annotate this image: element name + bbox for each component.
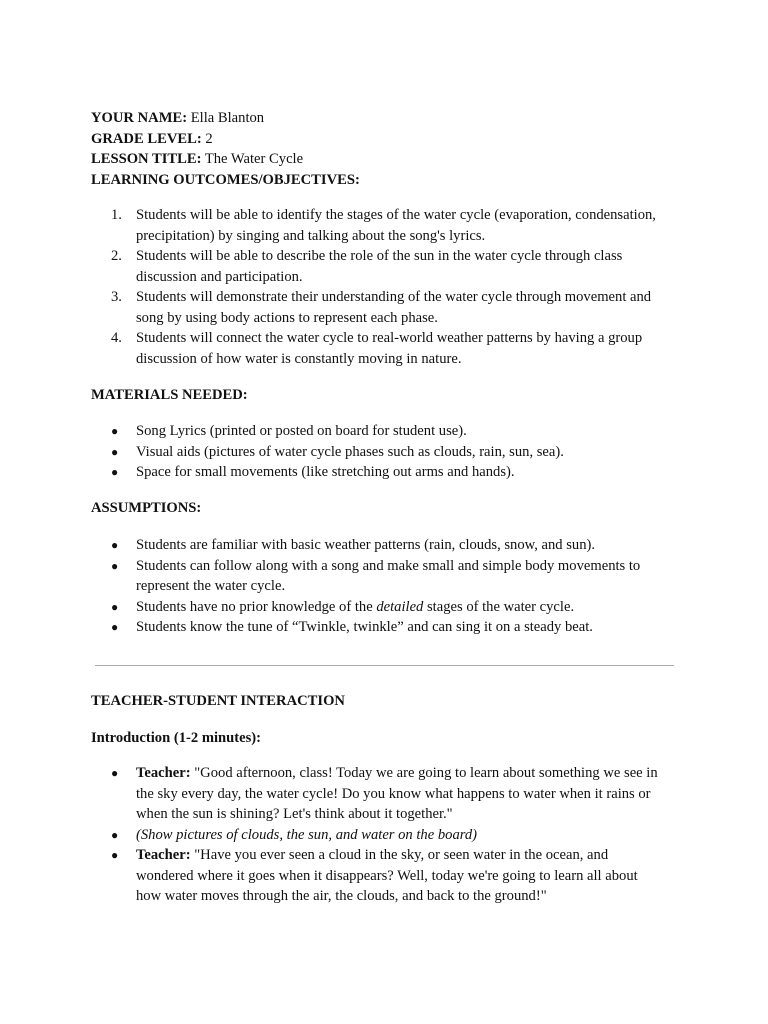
list-item xyxy=(91,287,681,328)
grade-row xyxy=(91,129,681,150)
item-number: 1. xyxy=(111,207,122,223)
item-text: song by using body actions to represent each phase. xyxy=(136,309,438,326)
item-text: Students can follow along with a song and make small and simple body movements to xyxy=(136,557,641,574)
item-text: Students know the tune of “Twinkle, twinkle” and can sing it on a steady beat. xyxy=(136,619,593,635)
list-item xyxy=(91,462,681,483)
objectives-list xyxy=(91,205,681,369)
text-segment: Students have no prior knowledge of the xyxy=(136,598,377,615)
item-number: 4. xyxy=(111,330,122,346)
item-text: Students will be able to describe the role of the sun in the water cycle through class xyxy=(136,248,623,264)
speaker-label: Teacher: xyxy=(136,847,191,863)
bullet-icon: ● xyxy=(111,620,119,634)
stage-direction: (Show pictures of clouds, the sun, and water on the board) xyxy=(136,826,478,843)
list-item xyxy=(91,597,681,618)
title-value: The Water Cycle xyxy=(204,151,304,167)
item-text: Students are familiar with basic weather patterns (rain, clouds, snow, and sun). xyxy=(136,537,596,553)
bullet-icon: ● xyxy=(111,424,119,438)
item-text: discussion and participation. xyxy=(136,268,303,285)
grade-label: GRADE LEVEL: xyxy=(91,130,202,147)
item-text: the sky every day, the water cycle! Do you know what happens to water when it rains or xyxy=(136,785,651,802)
item-text: Students will demonstrate their understanding of the water cycle through movement and xyxy=(136,289,652,305)
list-item xyxy=(91,825,681,846)
name-value: Ella Blanton xyxy=(190,110,265,126)
list-item xyxy=(91,763,681,825)
list-item xyxy=(91,845,681,907)
bullet-icon: ● xyxy=(111,538,119,552)
text-segment: stages of the water cycle. xyxy=(423,598,575,615)
item-text: how water moves through the air, the clouds, and back to the ground!" xyxy=(136,888,547,904)
item-text: Space for small movements (like stretching out arms and hands). xyxy=(136,464,515,480)
name-label: YOUR NAME: xyxy=(91,110,188,126)
list-item xyxy=(91,205,681,246)
item-text: Visual aids (pictures of water cycle phases such as clouds, rain, sun, sea). xyxy=(136,443,564,460)
list-item xyxy=(91,556,681,597)
materials-list xyxy=(91,421,681,483)
item-text: Students will connect the water cycle to real-world weather patterns by having a group xyxy=(136,330,643,346)
list-item xyxy=(91,246,681,287)
intro-heading: Introduction (1-2 minutes): xyxy=(91,730,261,746)
bullet-icon: ● xyxy=(111,558,119,573)
header-fields xyxy=(91,108,681,190)
bullet-icon: ● xyxy=(111,827,119,842)
item-text: Students will be able to identify the stages of the water cycle (evaporation, condensation, xyxy=(136,207,656,223)
grade-value: 2 xyxy=(205,130,213,147)
materials-heading: MATERIALS NEEDED: xyxy=(91,387,248,403)
item-number: 2. xyxy=(111,248,122,264)
bullet-icon: ● xyxy=(111,848,119,862)
title-label: LESSON TITLE: xyxy=(91,151,202,167)
item-text: Song Lyrics (printed or posted on board for student use). xyxy=(136,423,467,439)
name-row xyxy=(91,108,681,129)
item-text xyxy=(136,763,681,784)
section-divider xyxy=(95,665,674,666)
item-text: when the sun is shining? Let's think about it together." xyxy=(136,806,453,822)
item-text: precipitation) by singing and talking about the song's lyrics. xyxy=(136,227,486,244)
emphasis-text: detailed xyxy=(376,598,424,615)
bullet-icon: ● xyxy=(111,766,119,780)
list-item xyxy=(91,442,681,463)
item-text xyxy=(136,845,681,866)
title-row xyxy=(91,149,681,170)
bullet-icon: ● xyxy=(111,465,119,479)
bullet-icon: ● xyxy=(111,444,119,459)
interaction-heading: TEACHER-STUDENT INTERACTION xyxy=(91,693,345,709)
objectives-heading: LEARNING OUTCOMES/OBJECTIVES: xyxy=(91,171,360,188)
item-number: 3. xyxy=(111,289,122,305)
text-segment: "Have you ever seen a cloud in the sky, or seen water in the ocean, and xyxy=(190,847,609,863)
list-item xyxy=(91,617,681,638)
list-item xyxy=(91,535,681,556)
item-text: discussion of how water is constantly moving in nature. xyxy=(136,350,462,367)
interaction-list xyxy=(91,763,681,907)
list-item xyxy=(91,421,681,442)
list-item xyxy=(91,328,681,369)
assumptions-heading: ASSUMPTIONS: xyxy=(91,500,202,516)
bullet-icon: ● xyxy=(111,599,119,614)
item-text: wondered where it goes when it disappears? Well, today we're going to learn all about xyxy=(136,867,638,884)
speaker-label: Teacher: xyxy=(136,765,191,781)
assumptions-list xyxy=(91,535,681,638)
item-text: represent the water cycle. xyxy=(136,578,286,594)
item-text xyxy=(136,597,681,618)
text-segment: "Good afternoon, class! Today we are going to learn about something we see in xyxy=(190,765,658,781)
